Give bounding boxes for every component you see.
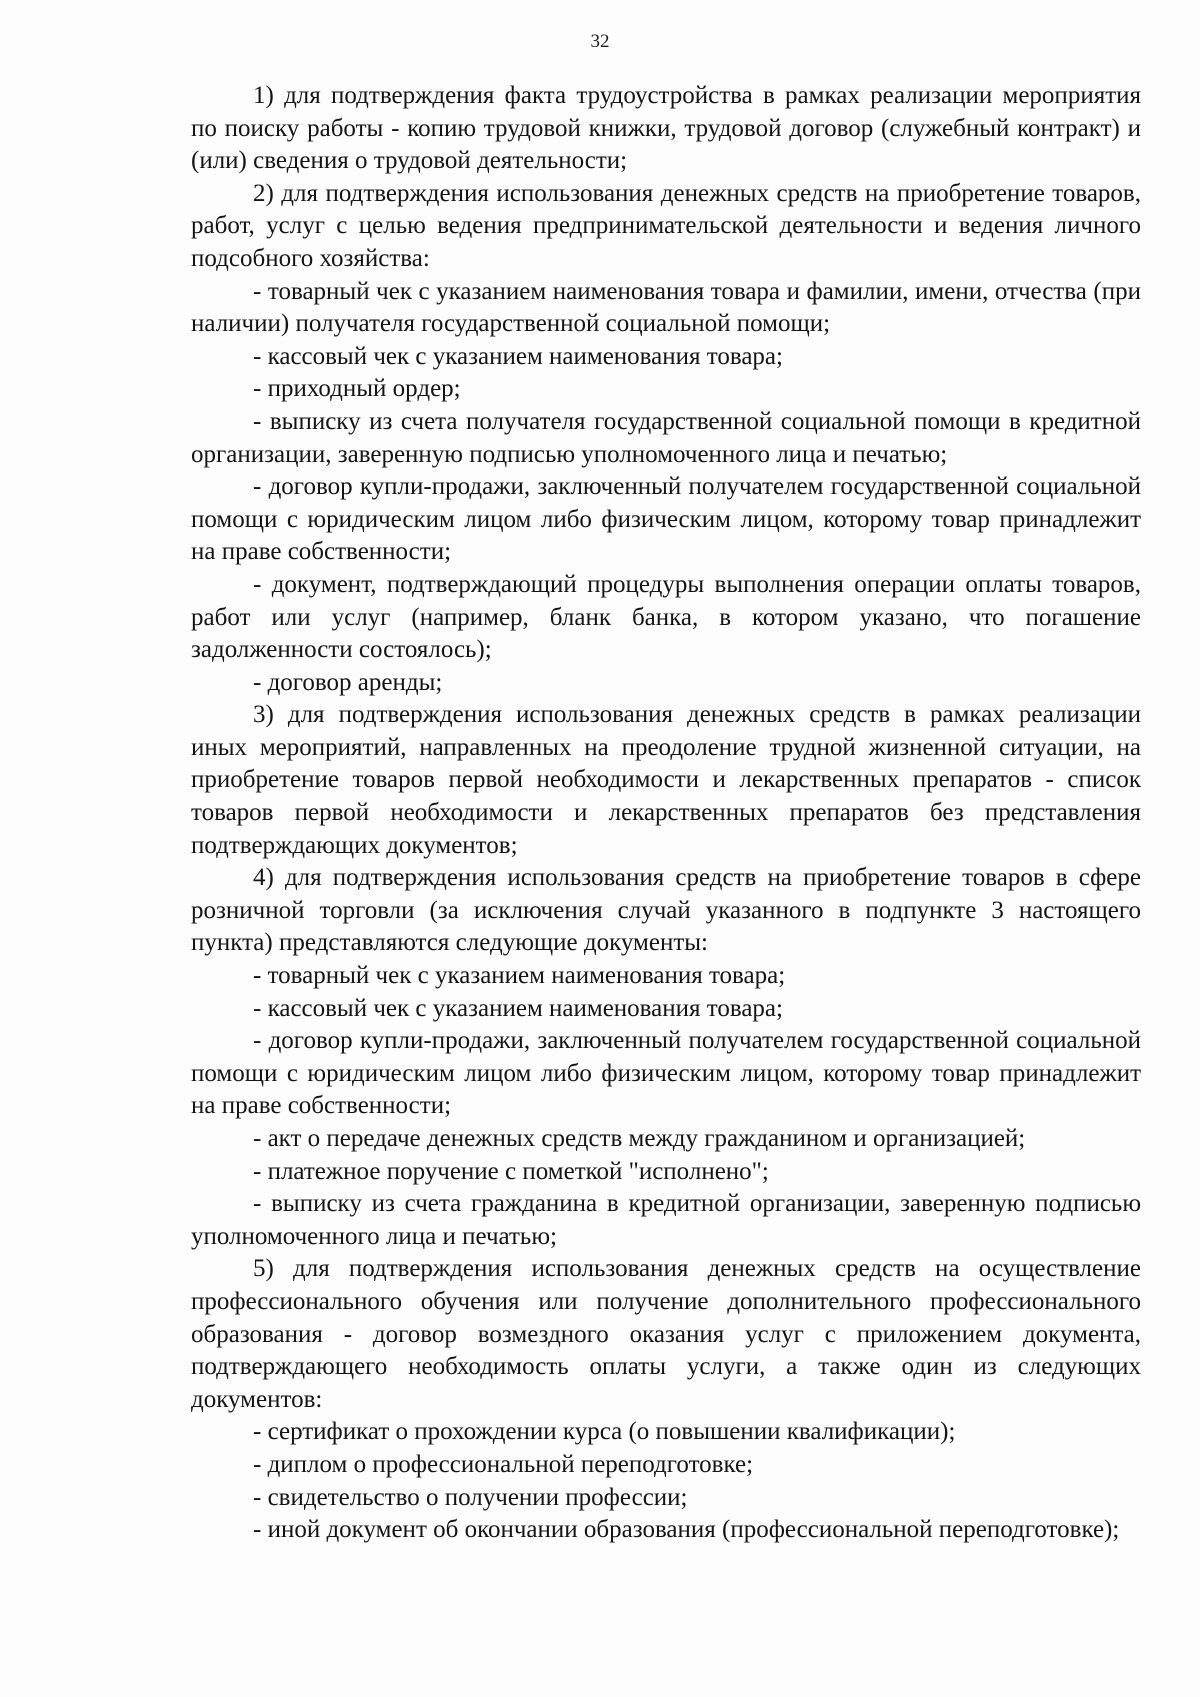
page-number: 32 [590,31,610,52]
list-item-lease-contract: - договор аренды; [253,668,443,696]
list-item-payment-order: - платежное поручение с пометкой "исполнено"; [253,1157,769,1185]
paragraph-item-1: 1) для подтверждения факта трудоустройства в рамках реализации мероприятия по поиску работы - копию трудовой книжки, трудовой договор (служебный контракт) и (или) сведения о трудовой деятельности; [191,82,1141,175]
list-item-income-order: - приходный ордер; [253,375,461,403]
document-body [191,80,1141,1547]
list-item-cash-receipt-retail: - кассовый чек с указанием наименования товара; [253,994,783,1022]
list-item-cash-receipt: - кассовый чек с указанием наименования товара; [253,342,783,370]
list-item-other-document: - иной документ об окончании образования (профессиональной переподготовке); [253,1516,1120,1544]
paragraph-item-2: 2) для подтверждения использования денежных средств на приобретение товаров, работ, услуг с целью ведения предпринимательской деятельности и ведения личного подсобного хозяйства: [191,179,1141,272]
list-item-certificate: - сертификат о прохождении курса (о повышении квалификации); [253,1418,956,1446]
list-item-sales-receipt-retail: - товарный чек с указанием наименования товара; [253,962,786,990]
list-item-diploma: - диплом о профессиональной переподготовке; [253,1450,754,1478]
list-item-citizen-account-statement: - выписку из счета гражданина в кредитной организации, заверенную подписью уполномоченного лица и печатью; [191,1190,1141,1250]
list-item-transfer-act: - акт о передаче денежных средств между гражданином и организацией; [253,1125,1026,1152]
list-item-sale-contract: - договор купли-продажи, заключенный получателем государственной социальной помощи с юридическим лицом либо физическим лицом, которому товар принадлежит на праве собственности; [191,473,1141,566]
list-item-sale-contract-retail: - договор купли-продажи, заключенный получателем государственной социальной помощи с юридическим лицом либо физическим лицом, которому товар принадлежит на праве собственности; [191,1027,1141,1120]
list-item-sales-receipt: - товарный чек с указанием наименования товара и фамилии, имени, отчества (при наличии) получателя государственной социальной помощи; [191,277,1141,338]
paragraph-item-4: 4) для подтверждения использования средств на приобретение товаров в сфере розничной торговли (за исключения случай указанного в подпункте 3 настоящего пункта) представляются следующие документы: [191,864,1141,957]
paragraph-item-3: 3) для подтверждения использования денежных средств в рамках реализации иных мероприятий, направленных на преодоление трудной жизненной ситуации, на приобретение товаров первой необходимости и лекарственных препаратов - список товаров первой необходимости и лекарственных препаратов без представления подтверждающих документов; [191,701,1141,859]
paragraph-item-5: 5) для подтверждения использования денежных средств на осуществление профессионального обучения или получение дополнительного профессионального образования - договор возмездного оказания услуг с приложением документа, подтверждающего необходимость оплаты услуги, а также один из следующих документов: [191,1255,1141,1413]
list-item-payment-document: - документ, подтверждающий процедуры выполнения операции оплаты товаров, работ или услуг (например, бланк банка, в котором указано, что погашение задолженности состоялось); [191,570,1141,664]
list-item-profession-certificate: - свидетельство о получении профессии; [253,1483,688,1511]
list-item-account-statement: - выписку из счета получателя государственной социальной помощи в кредитной организации, заверенную подписью уполномоченного лица и печатью; [191,407,1141,468]
